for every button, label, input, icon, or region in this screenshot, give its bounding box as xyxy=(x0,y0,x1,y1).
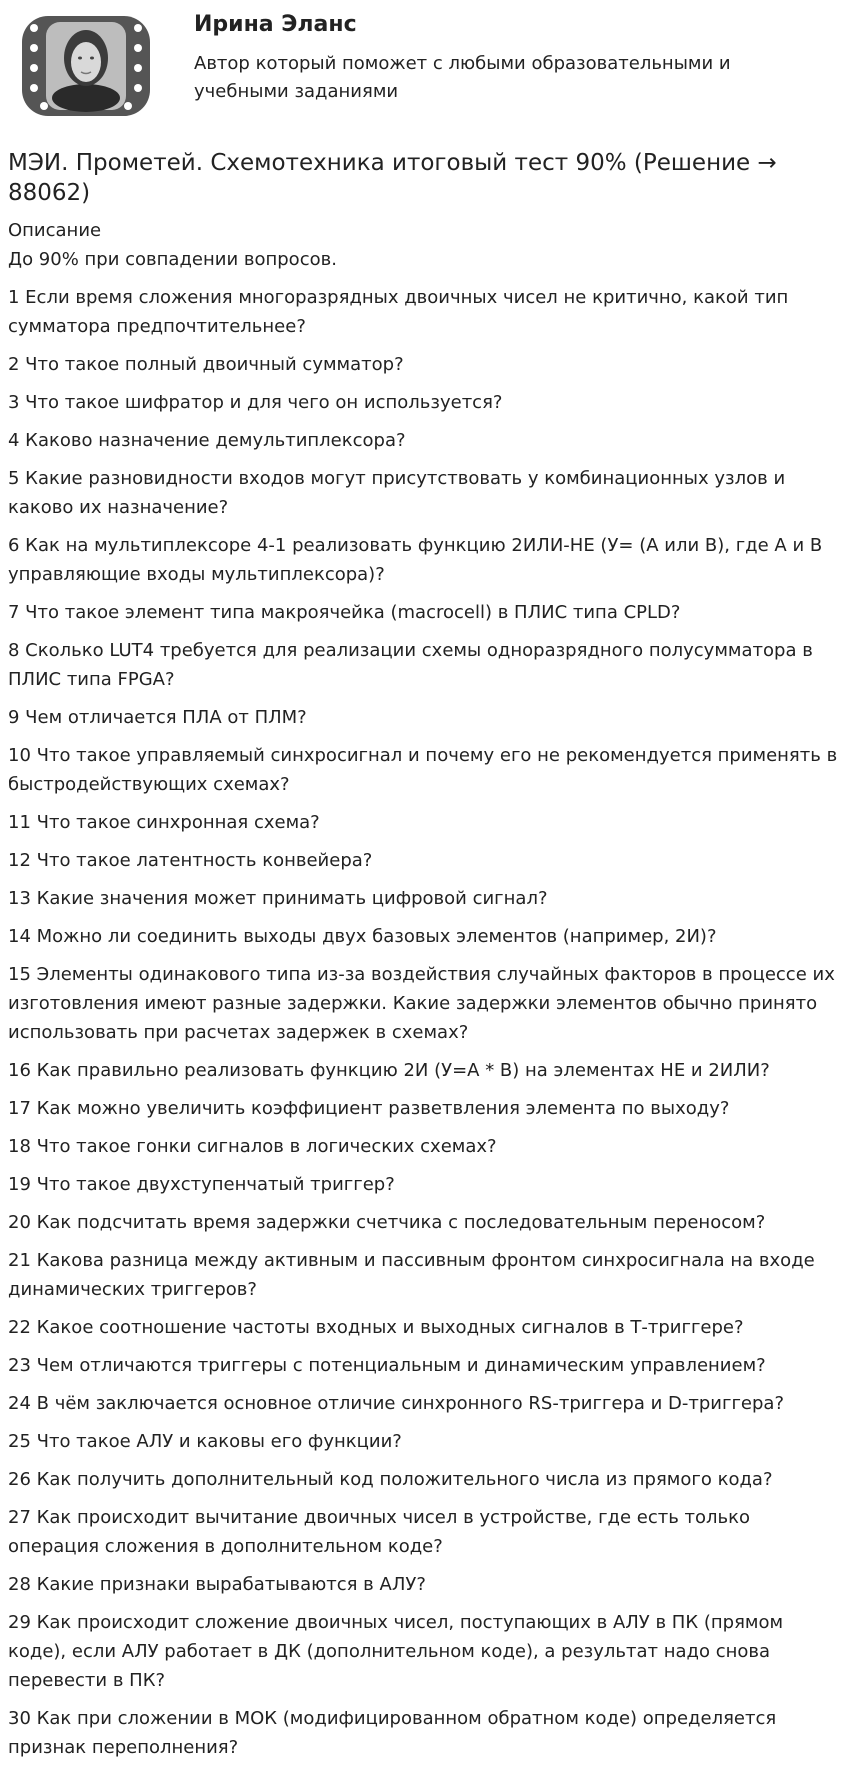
question-item: 4 Каково назначение демультиплексора? xyxy=(8,430,406,451)
question-item: 18 Что такое гонки сигналов в логических схемах? xyxy=(8,1136,497,1157)
question-item: 5 Какие разновидности входов могут присутствовать у комбинационных узлов и каково их назначение? xyxy=(8,468,786,518)
question-item: 12 Что такое латентность конвейера? xyxy=(8,850,373,871)
question-item: 26 Как получить дополнительный код положительного числа из прямого кода? xyxy=(8,1469,773,1490)
author-name[interactable]: Ирина Эланс xyxy=(194,12,357,37)
question-item: 19 Что такое двухступенчатый триггер? xyxy=(8,1174,395,1195)
question-item: 17 Как можно увеличить коэффициент разветвления элемента по выходу? xyxy=(8,1098,730,1119)
question-item: 30 Как при сложении в МОК (модифицированном обратном коде) определяется признак переполнения? xyxy=(8,1708,777,1758)
question-item: 28 Какие признаки вырабатываются в АЛУ? xyxy=(8,1574,426,1595)
question-item: 29 Как происходит сложение двоичных чисел, поступающих в АЛУ в ПК (прямом коде), если АЛУ работает в ДК (дополнительном коде), а результат надо снова перевести в ПК? xyxy=(8,1612,784,1691)
question-item: 25 Что такое АЛУ и каковы его функции? xyxy=(8,1431,402,1452)
question-item: 8 Сколько LUT4 требуется для реализации схемы одноразрядного полусумматора в ПЛИС типа FPGA? xyxy=(8,640,813,690)
question-item: 9 Чем отличается ПЛА от ПЛМ? xyxy=(8,707,307,728)
question-item: 21 Какова разница между активным и пассивным фронтом синхросигнала на входе динамических триггеров? xyxy=(8,1250,815,1300)
question-item: 20 Как подсчитать время задержки счетчика с последовательным переносом? xyxy=(8,1212,766,1233)
question-item: 22 Какое соотношение частоты входных и выходных сигналов в Т-триггере? xyxy=(8,1317,744,1338)
question-item: 3 Что такое шифратор и для чего он используется? xyxy=(8,392,503,413)
description-section xyxy=(8,216,838,274)
question-item: 2 Что такое полный двоичный сумматор? xyxy=(8,354,404,375)
question-item: 6 Как на мультиплексоре 4-1 реализовать функцию 2ИЛИ-НЕ (У= (А или В), где А и В управляющие входы мультиплексора)? xyxy=(8,535,823,585)
question-item: 15 Элементы одинакового типа из-за воздействия случайных факторов в процессе их изготовления имеют разные задержки. Какие задержки элементов обычно принято использовать при расчетах задержек в схемах? xyxy=(8,964,835,1043)
question-item: 14 Можно ли соединить выходы двух базовых элементов (например, 2И)? xyxy=(8,926,717,947)
question-item: 7 Что такое элемент типа макроячейка (macrocell) в ПЛИС типа CPLD? xyxy=(8,602,681,623)
question-item: 23 Чем отличаются триггеры с потенциальным и динамическим управлением? xyxy=(8,1355,766,1376)
questions-list xyxy=(8,283,838,1771)
question-item: 13 Какие значения может принимать цифровой сигнал? xyxy=(8,888,548,909)
document-title: МЭИ. Прометей. Схемотехника итоговый тест 90% (Решение → 88062) xyxy=(8,150,777,206)
description-heading: Описание xyxy=(8,220,102,241)
author-description: Автор который поможет с любыми образовательными и учебными заданиями xyxy=(194,53,731,102)
author-card xyxy=(8,0,847,138)
question-item: 11 Что такое синхронная схема? xyxy=(8,812,320,833)
description-text: До 90% при совпадении вопросов. xyxy=(8,249,337,270)
question-item: 1 Если время сложения многоразрядных двоичных чисел не критично, какой тип сумматора предпочтительнее? xyxy=(8,287,789,337)
author-avatar[interactable] xyxy=(14,6,158,126)
question-item: 16 Как правильно реализовать функцию 2И (У=А * В) на элементах НЕ и 2ИЛИ? xyxy=(8,1060,770,1081)
question-item: 10 Что такое управляемый синхросигнал и почему его не рекомендуется применять в быстродействующих схемах? xyxy=(8,745,838,795)
question-item: 24 В чём заключается основное отличие синхронного RS-триггера и D-триггера? xyxy=(8,1393,784,1414)
question-item: 27 Как происходит вычитание двоичных чисел в устройстве, где есть только операция сложения в дополнительном коде? xyxy=(8,1507,751,1557)
